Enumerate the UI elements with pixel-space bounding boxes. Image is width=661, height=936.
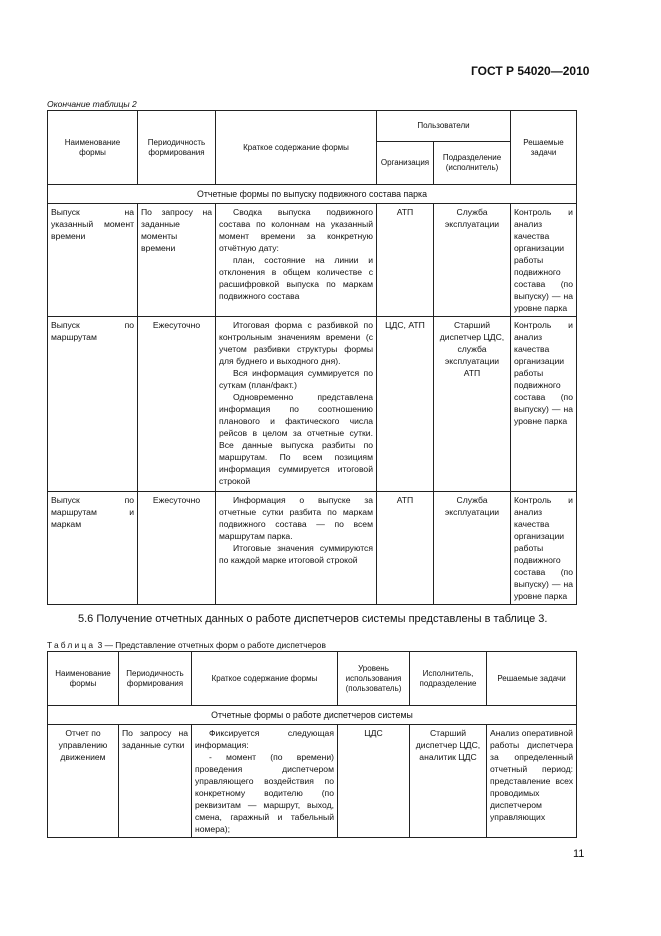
t2-header-period: Периодичность формирования: [138, 111, 216, 185]
table-row: [48, 204, 577, 317]
t2-r2-name: Выпуск по маршрутам: [48, 317, 138, 492]
t2-r2-content-p3: Одновременно представлена информация по соотношению планового и фактического числа рейсов в целом за отчетные сутки. Все данные выпуска разбиты по маршрутам. По всем позициям информация суммируется итоговой строкой: [219, 392, 373, 486]
t2-r1-content-p2: план, состояние на линии и отклонения в общем количестве с расшифровкой выпуска по маркам подвижного состава: [219, 255, 373, 301]
t3-r1-name: Отчет по управлению движением: [48, 725, 119, 838]
page-number: 11: [573, 848, 585, 860]
t2-r1-unit: Служба эксплуатации: [434, 204, 511, 317]
t3-header-level: Уровень использования (пользователь): [338, 652, 410, 706]
t3-header-content: Краткое содержание формы: [192, 652, 338, 706]
table3-caption-text: 3 — Представление отчетных форм о работе диспетчеров: [97, 640, 326, 650]
t2-header-tasks: Решаемые задачи: [511, 111, 577, 185]
t2-r2-unit: Старший диспетчер ЦДС, служба эксплуатации АТП: [434, 317, 511, 492]
table2: [47, 110, 577, 605]
t2-r1-tasks: Контроль и анализ качества организации работы подвижного состава (по выпуску) — на уровне парка: [511, 204, 577, 317]
table-row: [48, 725, 577, 838]
t3-header-period: Периодичность формирования: [119, 652, 192, 706]
t2-r1-content: [216, 204, 377, 317]
t2-r2-tasks: Контроль и анализ качества организации работы подвижного состава (по выпуску) — на уровне парка: [511, 317, 577, 492]
standard-number: ГОСТ Р 54020—2010: [471, 64, 590, 78]
t2-r1-org: АТП: [377, 204, 434, 317]
t2-r3-content-p1: Информация о выпуске за отчетные сутки разбита по маркам подвижного состава — по всем маршрутам парка.: [219, 495, 373, 541]
paragraph-5-6: 5.6 Получение отчетных данных о работе диспетчеров системы представлены в таблице 3.: [78, 613, 548, 625]
t2-r3-org: АТП: [377, 492, 434, 605]
table-row: [48, 317, 577, 492]
t2-r3-unit: Служба эксплуатации: [434, 492, 511, 605]
t3-r1-period: По запросу на заданные сутки: [119, 725, 192, 838]
t3-header-name: Наименование формы: [48, 652, 119, 706]
table3-caption-label: Таблица: [47, 640, 96, 650]
t2-r3-period: Ежесуточно: [138, 492, 216, 605]
t2-r3-content: [216, 492, 377, 605]
t2-r2-period: Ежесуточно: [138, 317, 216, 492]
t3-header-unit: Исполнитель, подразделение: [410, 652, 487, 706]
t2-r2-content: [216, 317, 377, 492]
table2-caption: Окончание таблицы 2: [47, 99, 137, 109]
t2-r2-content-p2: Вся информация суммируется по суткам (план/факт.): [219, 368, 373, 390]
t2-header-users: Пользователи: [377, 111, 511, 142]
t2-header-name: Наименование формы: [48, 111, 138, 185]
t3-r1-content-p2: - момент (по времени) проведения диспетчером управляющего воздействия по конкретному водителю (по реквизитам — маршрут, выход, смена, гаражный и табельный номера);: [195, 752, 334, 834]
t3-r1-tasks: Анализ оперативной работы диспетчера за определенный отчетный период: представление всех проводимых диспетчером управляющих: [487, 725, 577, 838]
t2-header-org: Организация: [377, 142, 434, 185]
t2-r2-content-p1: Итоговая форма с разбивкой по контрольным значениям времени (с учетом разбивки структуры формы для буднего и выходного дня).: [219, 320, 373, 366]
table3-caption: [47, 640, 326, 650]
t3-header-tasks: Решаемые задачи: [487, 652, 577, 706]
t2-r3-content-p2: Итоговые значения суммируются по каждой марке итоговой строкой: [219, 543, 373, 565]
t2-header-unit: Подразделение (исполнитель): [434, 142, 511, 185]
table-row: [48, 492, 577, 605]
t3-section: Отчетные формы о работе диспетчеров системы: [48, 706, 577, 725]
t3-r1-level: ЦДС: [338, 725, 410, 838]
t3-r1-content: [192, 725, 338, 838]
t2-header-content: Краткое содержание формы: [216, 111, 377, 185]
t2-r1-period: По запросу на заданные моменты времени: [138, 204, 216, 317]
table3: [47, 651, 577, 838]
t2-r2-org: ЦДС, АТП: [377, 317, 434, 492]
t3-r1-unit: Старший диспетчер ЦДС, аналитик ЦДС: [410, 725, 487, 838]
t2-section: Отчетные формы по выпуску подвижного состава парка: [48, 185, 577, 204]
t3-r1-content-p1: Фиксируется следующая информация:: [195, 728, 334, 750]
t2-r1-name: Выпуск на указанный момент времени: [48, 204, 138, 317]
t2-r3-name: Выпуск по маршрутам и маркам: [48, 492, 138, 605]
t2-r3-tasks: Контроль и анализ качества организации работы подвижного состава (по выпуску) — на уровне парка: [511, 492, 577, 605]
t2-r1-content-p1: Сводка выпуска подвижного состава по колоннам на указанный момент времени за конкретную отчётную дату:: [219, 207, 373, 253]
